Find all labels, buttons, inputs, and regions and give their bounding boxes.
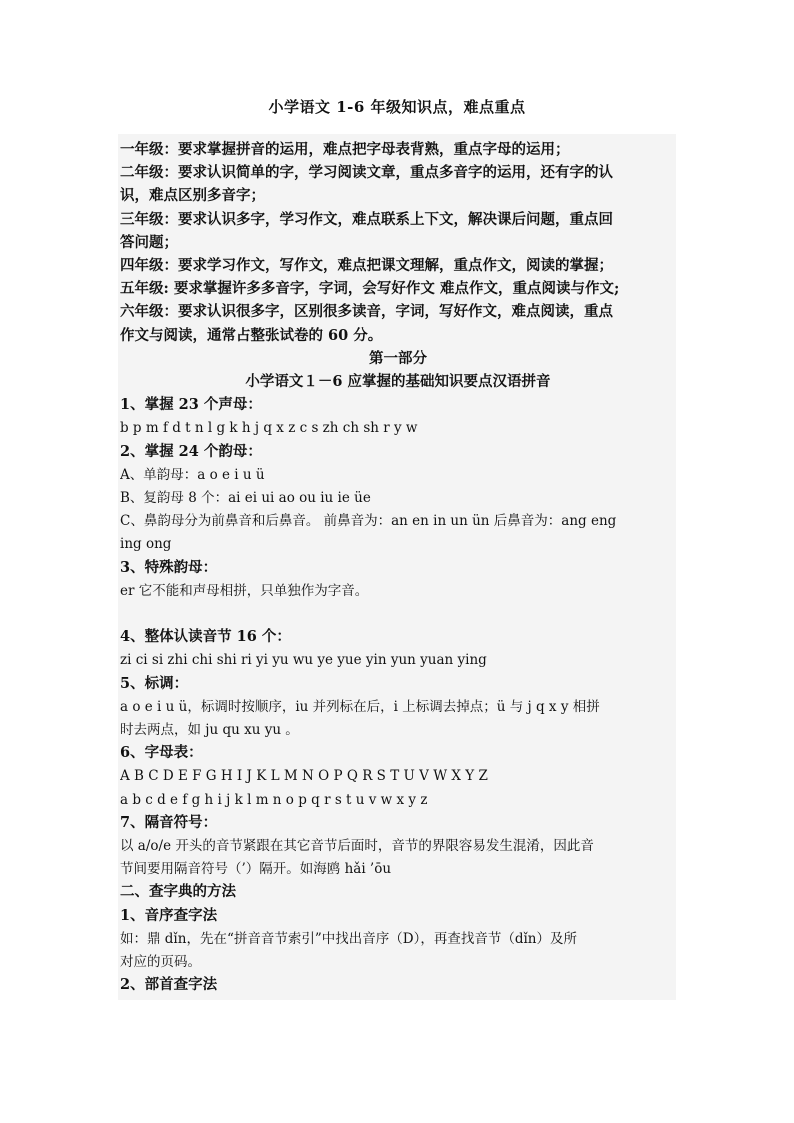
text-line: A B C D E F G H I J K L M N O P Q R S T U V W X Y Z [120, 768, 488, 785]
text-line: 三年级：要求认识多字，学习作文，难点联系上下文，解决课后问题，重点回 [120, 210, 613, 228]
text-line: 节间要用隔音符号（’）隔开。如海鸥 hǎi ’ōu [120, 861, 392, 878]
text-line: 二、查字典的方法 [120, 883, 236, 901]
text-line: 2、掌握 24 个韵母： [120, 442, 262, 460]
text-line: er 它不能和声母相拼，只单独作为字音。 [120, 582, 369, 599]
text-line: 作文与阅读，通常占整张试卷的 60 分。 [120, 326, 383, 344]
text-line: A、单韵母：a o e i u ü [120, 466, 265, 483]
text-line: 5、标调： [120, 674, 189, 692]
text-line: 识，难点区别多音字； [120, 187, 265, 205]
text-line: 时去两点，如 ju qu xu yu 。 [120, 722, 299, 738]
text-line: C、鼻韵母分为前鼻音和后鼻音。 前鼻音为：an en in un ün 后鼻音为：ang eng [120, 513, 617, 530]
text-line: 4、整体认读音节 16 个： [120, 628, 291, 646]
text-line: a b c d e f g h i j k l m n o p q r s t u v w x y z [120, 791, 428, 808]
text-line: 五年级: 要求掌握许多多音字，字词，会写好作文 难点作文，重点阅读与作文; [120, 280, 620, 298]
text-line: 四年级：要求学习作文，写作文，难点把课文理解，重点作文，阅读的掌握； [120, 257, 613, 274]
text-line: 六年级：要求认识很多字，区别很多读音，字词，写好作文，难点阅读，重点 [120, 303, 613, 321]
text-line: 3、特殊韵母： [120, 558, 218, 576]
text-line: zi ci si zhi chi shi ri yi yu wu ye yue yin yun yuan ying [120, 652, 487, 669]
text-line: 答问题； [120, 233, 178, 251]
text-line: 如：鼎 dǐn，先在“拼音音节索引”中找出音序（D），再查找音节（dǐn）及所 [120, 930, 577, 947]
text-line: B、复韵母 8 个：ai ei ui ao ou iu ie üe [120, 490, 371, 506]
text-line: 二年级：要求认识简单的字，学习阅读文章，重点多音字的运用，还有字的认 [120, 164, 613, 182]
page-title: 小学语文 1-6 年级知识点，难点重点 [268, 98, 526, 116]
text-line: 第一部分 [369, 349, 427, 367]
text-line: 一年级：要求掌握拼音的运用，难点把字母表背熟，重点字母的运用； [120, 141, 570, 158]
text-line: b p m f d t n l g k h j q x z c s zh ch sh r y w [120, 420, 418, 437]
text-line: 对应的页码。 [120, 954, 201, 970]
text-line: ing ong [120, 536, 172, 553]
text-line: 小学语文１－6 应掌握的基础知识要点汉语拼音 [245, 373, 551, 390]
text-line: 以 a/o/e 开头的音节紧跟在其它音节后面时，音节的界限容易发生混淆，因此音 [120, 838, 594, 854]
text-line: 1、音序查字法 [120, 906, 218, 924]
text-line: a o e i u ü，标调时按顺序，iu 并列标在后，i 上标调去掉点；ü 与 j q x y 相拼 [120, 698, 600, 715]
text-line: 6、字母表： [120, 744, 203, 762]
text-line: 1、掌握 23 个声母： [120, 396, 262, 414]
text-line: 7、隔音符号： [120, 813, 218, 831]
text-line: 2、部首查字法 [120, 976, 218, 994]
